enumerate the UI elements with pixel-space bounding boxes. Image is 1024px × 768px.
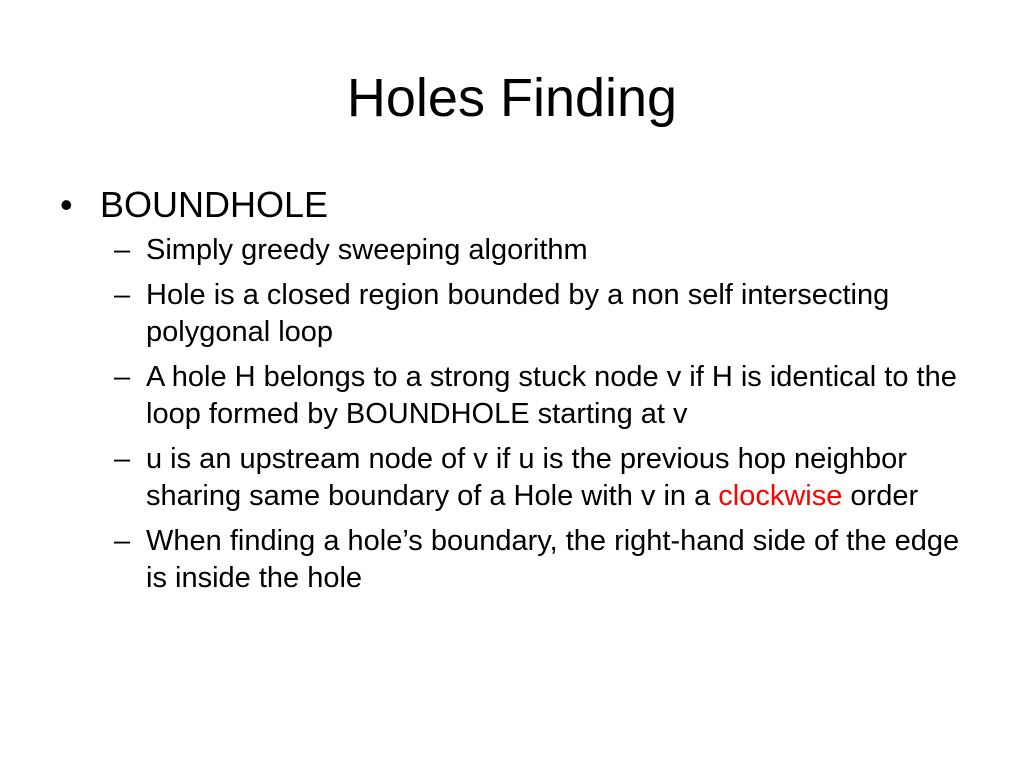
dash-marker: – xyxy=(114,234,131,266)
sub-bullet-upstream-node xyxy=(56,441,968,515)
sub-bullet-greedy xyxy=(56,232,968,269)
dash-marker: – xyxy=(114,525,131,557)
sub-bullet-right-hand-side xyxy=(56,523,968,597)
sub-bullet-strong-stuck-node xyxy=(56,359,968,433)
sub-bullet-hole-definition xyxy=(56,277,968,351)
bullet-text: BOUNDHOLE xyxy=(100,184,329,225)
sub-bullet-text-after: order xyxy=(842,480,919,512)
dash-marker: – xyxy=(114,361,131,393)
highlight-clockwise: clockwise xyxy=(718,480,843,512)
dash-marker: – xyxy=(114,279,131,311)
sub-bullet-text: Simply greedy sweeping algorithm xyxy=(146,234,588,266)
bullet-marker: • xyxy=(60,184,73,225)
bullet-boundhole xyxy=(56,184,976,226)
sub-bullet-text: A hole H belongs to a strong stuck node v if H is identical to the loop formed by BOUNDHOLE starting at v xyxy=(146,361,957,430)
sub-bullet-text: When finding a hole’s boundary, the right-hand side of the edge is inside the hole xyxy=(146,525,960,594)
sub-bullet-text: Hole is a closed region bounded by a non self intersecting polygonal loop xyxy=(146,279,890,348)
sub-bullet-list xyxy=(56,232,976,597)
slide-title: Holes Finding xyxy=(346,68,678,128)
sub-bullet-text-before: u is an upstream node of v if u is the previous hop neighbor sharing same boundary of a Hole with v in a xyxy=(146,443,907,512)
dash-marker: – xyxy=(114,443,131,475)
slide-body xyxy=(56,184,976,605)
